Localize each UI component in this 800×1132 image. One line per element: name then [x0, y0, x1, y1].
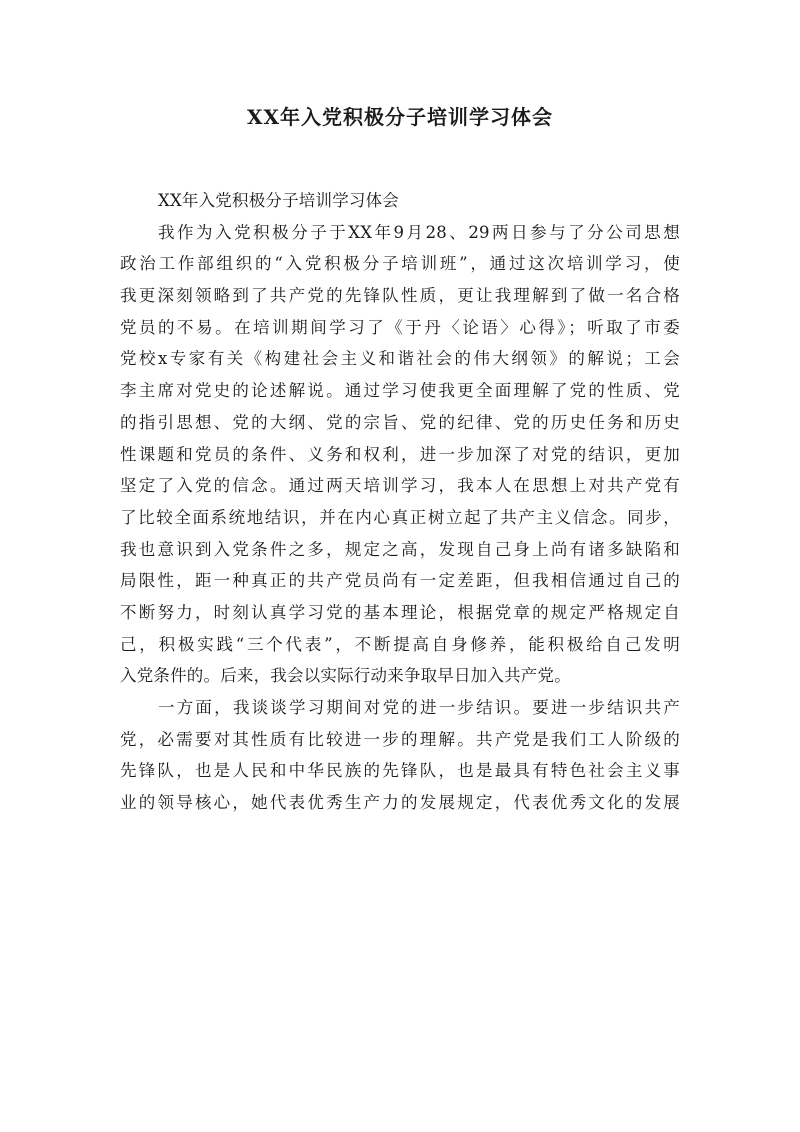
- document-subtitle: XX年入党积极分子培训学习体会: [158, 191, 399, 210]
- paragraph-line: 入党条件的。后来，我会以实际行动来争取早日加入共产党。: [120, 666, 571, 686]
- paragraph-1: [120, 217, 680, 692]
- paragraph-line: 党员的不易。在培训期间学习了《于丹〈论语〉心得》；听取了市委: [120, 317, 680, 337]
- paragraph-line: 先锋队，也是人民和中华民族的先锋队，也是最具有特色社会主义事: [120, 761, 680, 781]
- paragraph-line: 我作为入党积极分子于XX年9月28、29两日参与了分公司思想: [158, 222, 680, 242]
- paragraph-line: 坚定了入党的信念。通过两天培训学习，我本人在思想上对共产党有: [120, 476, 680, 496]
- paragraph-line: 了比较全面系统地结识，并在内心真正树立起了共产主义信念。同步，: [120, 507, 680, 527]
- paragraph-line: 性课题和党员的条件、义务和权利，进一步加深了对党的结识，更加: [120, 444, 680, 464]
- paragraph-line: 不断努力，时刻认真学习党的基本理论，根据党章的规定严格规定自: [120, 602, 680, 622]
- paragraph-line: 一方面，我谈谈学习期间对党的进一步结识。要进一步结识共产: [158, 698, 680, 717]
- paragraph-line: 我更深刻领略到了共产党的先锋队性质，更让我理解到了做一名合格: [120, 286, 680, 306]
- document-title: XX年入党积极分子培训学习体会: [246, 105, 554, 129]
- paragraph-line: 业的领导核心，她代表优秀生产力的发展规定，代表优秀文化的发展: [120, 793, 680, 813]
- paragraph-line: 局限性，距一种真正的共产党员尚有一定差距，但我相信通过自己的: [120, 571, 680, 591]
- paragraph-line: 李主席对党史的论述解说。通过学习使我更全面理解了党的性质、党: [120, 381, 680, 401]
- paragraph-2: [120, 692, 680, 819]
- document-body: [120, 185, 680, 819]
- paragraph-line: 党校x专家有关《构建社会主义和谐社会的伟大纲领》的解说；工会: [120, 349, 680, 369]
- paragraph-line: 政治工作部组织的“入党积极分子培训班”，通过这次培训学习，使: [120, 254, 680, 274]
- paragraph-line: 我也意识到入党条件之多，规定之高，发现自己身上尚有诸多缺陷和: [120, 539, 680, 559]
- paragraph-line: 的指引思想、党的大纲、党的宗旨、党的纪律、党的历史任务和历史: [120, 412, 680, 432]
- paragraph-line: 党，必需要对其性质有比较进一步的理解。共产党是我们工人阶级的: [120, 729, 680, 749]
- paragraph-line: 己，积极实践“三个代表”，不断提高自身修养，能积极给自己发明: [120, 634, 680, 654]
